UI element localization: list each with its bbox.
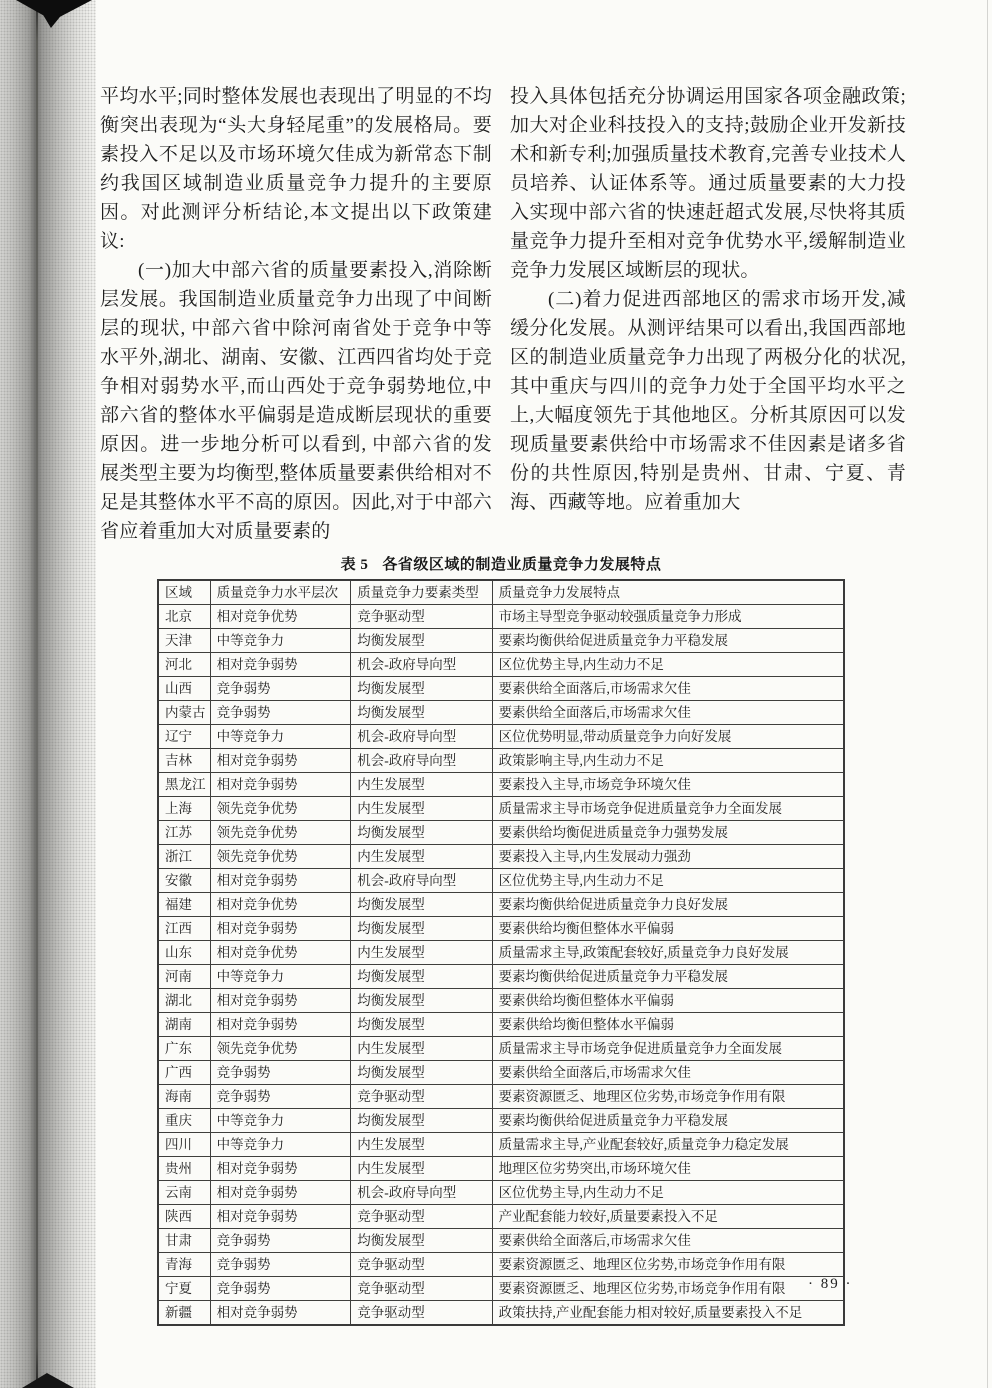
table-cell: 重庆 xyxy=(158,1109,210,1133)
table-row xyxy=(158,1061,844,1085)
page-right-edge xyxy=(987,0,988,1388)
page-number: · 89 · xyxy=(808,1276,853,1292)
table-cell: 要素供给均衡但整体水平偏弱 xyxy=(492,1013,844,1037)
table-cell: 相对竞争弱势 xyxy=(210,917,351,941)
table-section xyxy=(157,555,845,1326)
binding-ridge-line xyxy=(36,0,38,1388)
table-cell: 河北 xyxy=(158,653,210,677)
table-cell: 相对竞争弱势 xyxy=(210,989,351,1013)
table-cell: 福建 xyxy=(158,893,210,917)
table-cell: 均衡发展型 xyxy=(351,965,492,989)
table-cell: 湖南 xyxy=(158,1013,210,1037)
table-cell: 浙江 xyxy=(158,845,210,869)
table-cell: 均衡发展型 xyxy=(351,1061,492,1085)
table-cell: 安徽 xyxy=(158,869,210,893)
two-column-text xyxy=(100,82,906,546)
table-cell: 要素均衡供给促进质量竞争力平稳发展 xyxy=(492,965,844,989)
book-binding-gutter xyxy=(0,0,96,1388)
table-row xyxy=(158,1157,844,1181)
table-cell: 竞争弱势 xyxy=(210,1061,351,1085)
table-row xyxy=(158,1205,844,1229)
table-cell: 内生发展型 xyxy=(351,1037,492,1061)
table-cell: 竞争驱动型 xyxy=(351,605,492,629)
table-cell: 内生发展型 xyxy=(351,845,492,869)
table-cell: 市场主导型竞争驱动较强质量竞争力形成 xyxy=(492,605,844,629)
table-row xyxy=(158,821,844,845)
table-cell: 河南 xyxy=(158,965,210,989)
table-cell: 相对竞争弱势 xyxy=(210,1013,351,1037)
table-cell: 中等竞争力 xyxy=(210,1109,351,1133)
table-cell: 中等竞争力 xyxy=(210,1133,351,1157)
table-row xyxy=(158,1109,844,1133)
table-cell: 相对竞争优势 xyxy=(210,893,351,917)
table-row xyxy=(158,1229,844,1253)
table-cell: 中等竞争力 xyxy=(210,725,351,749)
table-cell: 相对竞争弱势 xyxy=(210,749,351,773)
table-cell: 中等竞争力 xyxy=(210,965,351,989)
table-caption xyxy=(157,555,845,575)
table-cell: 青海 xyxy=(158,1253,210,1277)
table-cell: 广西 xyxy=(158,1061,210,1085)
table-row xyxy=(158,1301,844,1326)
table-cell: 相对竞争优势 xyxy=(210,941,351,965)
table-cell: 区位优势主导,内生动力不足 xyxy=(492,1181,844,1205)
table-row xyxy=(158,629,844,653)
table-cell: 黑龙江 xyxy=(158,773,210,797)
paragraph: (二)着力促进西部地区的需求市场开发,减缓分化发展。从测评结果可以看出,我国西部地区的制造业质量竞争力出现了两极分化的状况,其中重庆与四川的竞争力处于全国平均水平之上,大幅度领先于其他地区。分析其原因可以发现质量要素供给中市场需求不佳因素是诸多省份的共性原因,特别是贵州、甘肃、宁夏、青海、西藏等地。应着重加大 xyxy=(510,289,906,513)
table-cell: 领先竞争优势 xyxy=(210,797,351,821)
table-row xyxy=(158,701,844,725)
paragraph: 平均水平;同时整体发展也表现出了明显的不均衡突出表现为“头大身轻尾重”的发展格局。要素投入不足以及市场环境欠佳成为新常态下制约我国区域制造业质量竞争力提升的主要原因。对此测评分析结论,本文提出以下政策建议: xyxy=(100,86,492,252)
table-cell: 要素资源匮乏、地理区位劣势,市场竞争作用有限 xyxy=(492,1277,844,1301)
table-cell: 吉林 xyxy=(158,749,210,773)
table-row xyxy=(158,1037,844,1061)
table-cell: 要素资源匮乏、地理区位劣势,市场竞争作用有限 xyxy=(492,1085,844,1109)
table-row xyxy=(158,989,844,1013)
column-header: 质量竞争力发展特点 xyxy=(492,580,844,605)
table-row xyxy=(158,1277,844,1301)
table-cell: 质量需求主导市场竞争促进质量竞争力全面发展 xyxy=(492,797,844,821)
table-row xyxy=(158,773,844,797)
table-cell: 均衡发展型 xyxy=(351,821,492,845)
table-cell: 竞争驱动型 xyxy=(351,1085,492,1109)
table-cell: 相对竞争弱势 xyxy=(210,773,351,797)
table-cell: 内生发展型 xyxy=(351,797,492,821)
table-cell: 内蒙古 xyxy=(158,701,210,725)
table-cell: 机会-政府导向型 xyxy=(351,1181,492,1205)
table-cell: 山东 xyxy=(158,941,210,965)
table-cell: 竞争弱势 xyxy=(210,1085,351,1109)
table-caption-title: 各省级区域的制造业质量竞争力发展特点 xyxy=(382,557,662,573)
table-cell: 要素供给全面落后,市场需求欠佳 xyxy=(492,677,844,701)
table-cell: 内生发展型 xyxy=(351,1157,492,1181)
table-cell: 均衡发展型 xyxy=(351,1013,492,1037)
table-cell: 相对竞争优势 xyxy=(210,605,351,629)
table-cell: 要素均衡供给促进质量竞争力平稳发展 xyxy=(492,1109,844,1133)
table-cell: 要素供给均衡但整体水平偏弱 xyxy=(492,989,844,1013)
table-body xyxy=(158,605,844,1326)
table-cell: 云南 xyxy=(158,1181,210,1205)
table-cell: 新疆 xyxy=(158,1301,210,1326)
table-cell: 要素均衡供给促进质量竞争力平稳发展 xyxy=(492,629,844,653)
table-cell: 陕西 xyxy=(158,1205,210,1229)
paragraph: (一)加大中部六省的质量要素投入,消除断层发展。我国制造业质量竞争力出现了中间断层的现状, 中部六省中除河南省处于竞争中等水平外,湖北、湖南、安徽、江西四省均处于竞争相对弱势水平,而山西处于竞争弱势地位,中部六省的整体水平偏弱是造成断层现状的重要原因。进一步地分析可以看到, 中部六省的发展类型主要为均衡型,整体质量要素供给相对不足是其整体水平不高的原因。因此,对于中部六省应着重加大对质量要素的 xyxy=(100,260,492,542)
table-cell: 政策影响主导,内生动力不足 xyxy=(492,749,844,773)
table-row xyxy=(158,869,844,893)
table-cell: 北京 xyxy=(158,605,210,629)
table-cell: 要素供给全面落后,市场需求欠佳 xyxy=(492,701,844,725)
table-row xyxy=(158,797,844,821)
table-cell: 区位优势主导,内生动力不足 xyxy=(492,653,844,677)
table-cell: 要素均衡供给促进质量竞争力良好发展 xyxy=(492,893,844,917)
table-cell: 天津 xyxy=(158,629,210,653)
table-cell: 区位优势主导,内生动力不足 xyxy=(492,869,844,893)
table-cell: 要素投入主导,内生发展动力强劲 xyxy=(492,845,844,869)
table-cell: 机会-政府导向型 xyxy=(351,749,492,773)
table-cell: 均衡发展型 xyxy=(351,701,492,725)
table-cell: 江西 xyxy=(158,917,210,941)
table-cell: 均衡发展型 xyxy=(351,917,492,941)
column-header: 质量竞争力水平层次 xyxy=(210,580,351,605)
table-cell: 均衡发展型 xyxy=(351,629,492,653)
table-row xyxy=(158,965,844,989)
table-cell: 均衡发展型 xyxy=(351,989,492,1013)
table-cell: 相对竞争弱势 xyxy=(210,1205,351,1229)
table-cell: 相对竞争弱势 xyxy=(210,1301,351,1326)
table-cell: 要素供给均衡但整体水平偏弱 xyxy=(492,917,844,941)
table-cell: 竞争驱动型 xyxy=(351,1205,492,1229)
table-cell: 区位优势明显,带动质量竞争力向好发展 xyxy=(492,725,844,749)
table-cell: 质量需求主导,产业配套较好,质量竞争力稳定发展 xyxy=(492,1133,844,1157)
table-cell: 内生发展型 xyxy=(351,941,492,965)
table-cell: 内生发展型 xyxy=(351,773,492,797)
table-cell: 宁夏 xyxy=(158,1277,210,1301)
table-cell: 竞争驱动型 xyxy=(351,1253,492,1277)
table-cell: 均衡发展型 xyxy=(351,893,492,917)
table-cell: 质量需求主导市场竞争促进质量竞争力全面发展 xyxy=(492,1037,844,1061)
table-row xyxy=(158,1013,844,1037)
table-row xyxy=(158,845,844,869)
table-cell: 竞争弱势 xyxy=(210,1229,351,1253)
page-content xyxy=(100,82,906,1326)
table-cell: 相对竞争弱势 xyxy=(210,869,351,893)
table-row xyxy=(158,677,844,701)
table-cell: 辽宁 xyxy=(158,725,210,749)
table-row xyxy=(158,605,844,629)
table-row xyxy=(158,1253,844,1277)
table-cell: 相对竞争弱势 xyxy=(210,653,351,677)
text-column-right xyxy=(510,82,906,546)
table-cell: 要素投入主导,市场竞争环境欠佳 xyxy=(492,773,844,797)
table-cell: 山西 xyxy=(158,677,210,701)
table-cell: 竞争驱动型 xyxy=(351,1301,492,1326)
table-cell: 领先竞争优势 xyxy=(210,845,351,869)
table-cell: 竞争弱势 xyxy=(210,677,351,701)
table-cell: 湖北 xyxy=(158,989,210,1013)
table-cell: 四川 xyxy=(158,1133,210,1157)
table-row xyxy=(158,941,844,965)
table-cell: 贵州 xyxy=(158,1157,210,1181)
table-cell: 要素供给全面落后,市场需求欠佳 xyxy=(492,1229,844,1253)
table-cell: 产业配套能力较好,质量要素投入不足 xyxy=(492,1205,844,1229)
table-cell: 竞争驱动型 xyxy=(351,1277,492,1301)
table-cell: 地理区位劣势突出,市场环境欠佳 xyxy=(492,1157,844,1181)
table-row xyxy=(158,917,844,941)
table-cell: 政策扶持,产业配套能力相对较好,质量要素投入不足 xyxy=(492,1301,844,1326)
table-cell: 机会-政府导向型 xyxy=(351,653,492,677)
table-row xyxy=(158,653,844,677)
provinces-quality-table xyxy=(157,579,845,1326)
table-cell: 相对竞争弱势 xyxy=(210,1157,351,1181)
table-cell: 内生发展型 xyxy=(351,1133,492,1157)
table-row xyxy=(158,1181,844,1205)
table-cell: 机会-政府导向型 xyxy=(351,725,492,749)
table-cell: 要素供给均衡促进质量竞争力强势发展 xyxy=(492,821,844,845)
table-cell: 广东 xyxy=(158,1037,210,1061)
table-cell: 机会-政府导向型 xyxy=(351,869,492,893)
table-row xyxy=(158,749,844,773)
table-cell: 均衡发展型 xyxy=(351,1229,492,1253)
table-cell: 质量需求主导,政策配套较好,质量竞争力良好发展 xyxy=(492,941,844,965)
column-header: 区域 xyxy=(158,580,210,605)
text-column-left xyxy=(100,82,492,546)
table-cell: 领先竞争优势 xyxy=(210,821,351,845)
table-cell: 均衡发展型 xyxy=(351,677,492,701)
table-row xyxy=(158,1085,844,1109)
table-cell: 中等竞争力 xyxy=(210,629,351,653)
table-cell: 甘肃 xyxy=(158,1229,210,1253)
table-cell: 上海 xyxy=(158,797,210,821)
table-cell: 海南 xyxy=(158,1085,210,1109)
column-header: 质量竞争力要素类型 xyxy=(351,580,492,605)
table-cell: 竞争弱势 xyxy=(210,1277,351,1301)
table-header-row xyxy=(158,580,844,605)
table-cell: 相对竞争弱势 xyxy=(210,1181,351,1205)
table-row xyxy=(158,893,844,917)
table-cell: 竞争弱势 xyxy=(210,701,351,725)
table-cell: 要素供给全面落后,市场需求欠佳 xyxy=(492,1061,844,1085)
table-cell: 江苏 xyxy=(158,821,210,845)
table-cell: 竞争弱势 xyxy=(210,1253,351,1277)
table-row xyxy=(158,1133,844,1157)
table-cell: 要素资源匮乏、地理区位劣势,市场竞争作用有限 xyxy=(492,1253,844,1277)
table-cell: 均衡发展型 xyxy=(351,1109,492,1133)
paragraph: 投入具体包括充分协调运用国家各项金融政策;加大对企业科技投入的支持;鼓励企业开发新技术和新专利;加强质量技术教育,完善专业技术人员培养、认证体系等。通过质量要素的大力投入实现中部六省的快速赶超式发展,尽快将其质量竞争力提升至相对竞争优势水平,缓解制造业竞争力发展区域断层的现状。 xyxy=(510,86,906,281)
table-row xyxy=(158,725,844,749)
table-caption-label: 表 5 xyxy=(340,557,369,573)
table-cell: 领先竞争优势 xyxy=(210,1037,351,1061)
